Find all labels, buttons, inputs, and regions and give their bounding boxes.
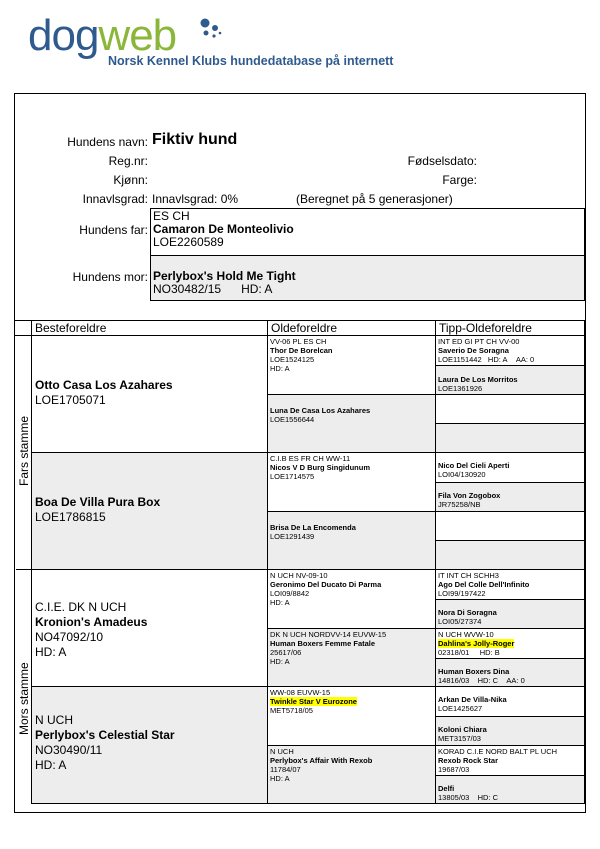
gggp-reg: LOI05/27374 (438, 617, 482, 626)
ggp-titles: N UCH (270, 747, 294, 756)
gp-titles: N UCH (35, 713, 73, 727)
great-great-grandparent-cell[interactable] (436, 717, 585, 746)
header-great-grandparents: Oldeforeldre (268, 320, 436, 336)
gggp-reg: 13805/03 (438, 793, 470, 802)
fars-stamme-label: Fars stamme (17, 415, 31, 486)
gggp-aa: AA: 0 (506, 676, 525, 685)
mother-hd: HD: A (241, 282, 273, 296)
gggp-name: Delfi (438, 784, 455, 793)
great-great-grandparent-cell[interactable] (436, 424, 585, 453)
gp-name: Boa De Villa Pura Box (35, 495, 161, 509)
gp-titles: C.I.E. DK N UCH (35, 600, 127, 614)
gggp-name: Human Boxers Dina (438, 667, 510, 676)
gp-hd: HD: A (35, 645, 67, 659)
grandparent-cell[interactable] (32, 336, 268, 453)
logo-word-web: web (98, 11, 177, 60)
father-titles: ES CH (153, 209, 190, 223)
ggp-name-highlighted: Twinkle Star V Eurozone (270, 697, 357, 706)
gggp-name-highlighted: Dahlina's Jolly-Roger (438, 639, 515, 648)
great-great-grandparent-cell[interactable] (436, 541, 585, 570)
ggp-reg: LOE1524125 (270, 355, 315, 364)
grandparent-cell[interactable] (32, 687, 268, 804)
great-great-grandparent-cell[interactable] (436, 629, 585, 659)
ggp-titles: VV-06 PL ES CH (270, 337, 327, 346)
ggp-reg: LOE1291439 (270, 532, 315, 541)
ggp-titles: DK N UCH NORDVV-14 EUVW-15 (270, 630, 387, 639)
gggp-hd: HD: B (479, 648, 500, 657)
ggp-name: Geronimo Del Ducato Di Parma (270, 580, 382, 589)
great-grandparent-cell[interactable] (268, 512, 436, 570)
gp-name: Otto Casa Los Azahares (35, 378, 173, 392)
gggp-name: Arkan De Villa-Nika (438, 695, 507, 704)
mors-stamme-column (16, 570, 32, 804)
gggp-hd: HD: C (477, 676, 499, 685)
great-grandparent-cell[interactable] (268, 395, 436, 453)
header-grandparents: Besteforeldre (32, 320, 268, 336)
gggp-name: Koloni Chiara (438, 725, 487, 734)
gggp-name: Saverio De Soragna (438, 346, 509, 355)
gggp-reg: LOI04/130920 (438, 470, 486, 479)
gggp-reg: 14816/03 (438, 676, 470, 685)
great-grandparent-cell[interactable] (268, 746, 436, 804)
gggp-name: Nico Del Cieli Aperti (438, 461, 510, 470)
great-great-grandparent-cell[interactable] (436, 453, 585, 483)
gggp-name: Nora Di Soragna (438, 608, 497, 617)
great-great-grandparent-cell[interactable] (436, 483, 585, 512)
gggp-titles: INT ED GI PT CH VV-00 (438, 337, 520, 346)
great-great-grandparent-cell[interactable] (436, 687, 585, 717)
gggp-hd: HD: A (487, 355, 508, 364)
gggp-reg: LOE1151442 (438, 355, 482, 364)
gggp-reg: 02318/01 (438, 648, 470, 657)
mother-name: Perlybox's Hold Me Tight (153, 269, 296, 283)
gggp-hd: HD: C (477, 793, 499, 802)
great-great-grandparent-cell[interactable] (436, 395, 585, 424)
inbreeding-value: Innavlsgrad: 0% (152, 192, 239, 206)
gggp-titles: N UCH WVW-10 (438, 630, 494, 639)
great-great-grandparent-cell[interactable] (436, 570, 585, 600)
gggp-name: Ago Del Colle Dell'Infinito (438, 580, 530, 589)
gggp-reg: JR75258/NB (438, 500, 481, 509)
great-grandparent-cell[interactable] (268, 629, 436, 687)
ggp-name: Perlybox's Affair With Rexob (270, 756, 373, 765)
gggp-name: Rexob Rock Star (438, 756, 499, 765)
inbreeding-note: (Beregnet på 5 generasjoner) (296, 192, 453, 206)
gp-name: Perlybox's Celestial Star (35, 728, 175, 742)
ggp-name: Luna De Casa Los Azahares (270, 406, 371, 415)
gggp-titles: KORAD C.I.E NORD BALT PL UCH (438, 747, 558, 756)
ggp-reg: LOE1714575 (270, 472, 315, 481)
name-label: Hundens navn: (67, 135, 148, 149)
birthdate-label: Fødselsdato: (407, 154, 477, 168)
inbreeding-label: Innavlsgrad: (82, 192, 148, 206)
gggp-reg: LOE1425627 (438, 704, 483, 713)
gp-hd: HD: A (35, 758, 67, 772)
logo-dots-icon (198, 18, 224, 44)
gggp-reg: MET3157/03 (438, 734, 481, 743)
regnr-label: Reg.nr: (108, 154, 148, 168)
great-grandparent-cell[interactable] (268, 453, 436, 512)
gp-name: Kronion's Amadeus (35, 615, 148, 629)
great-great-grandparent-cell[interactable] (436, 600, 585, 629)
gggp-name: Laura De Los Morritos (438, 375, 518, 384)
ggp-hd: HD: A (270, 657, 290, 666)
mother-label: Hundens mor: (72, 270, 148, 284)
logo-wordmark (28, 11, 177, 60)
ggp-titles: N UCH NV-09-10 (270, 571, 328, 580)
header-great-great-grandparents: Tipp-Oldeforeldre (436, 320, 585, 336)
grandparent-cell[interactable] (32, 570, 268, 687)
great-great-grandparent-cell[interactable] (436, 746, 585, 776)
great-great-grandparent-cell[interactable] (436, 336, 585, 366)
gggp-reg: LOE1361926 (438, 384, 483, 393)
ggp-titles: WW-08 EUVW-15 (270, 688, 331, 697)
logo-subtitle: Norsk Kennel Klubs hundedatabase på internett (108, 54, 394, 68)
ggp-hd: HD: A (270, 598, 290, 607)
father-box[interactable] (150, 208, 585, 256)
great-great-grandparent-cell[interactable] (436, 659, 585, 687)
great-great-grandparent-cell[interactable] (436, 776, 585, 804)
ggp-reg: 11784/07 (270, 765, 301, 774)
logo-word-dog: dog (28, 11, 99, 60)
great-great-grandparent-cell[interactable] (436, 512, 585, 541)
gggp-name: Fila Von Zogobox (438, 491, 501, 500)
father-name: Camaron De Monteolivio (153, 222, 294, 236)
dog-name: Fiktiv hund (152, 131, 238, 148)
ggp-name: Brisa De La Encomenda (270, 523, 356, 532)
ggp-reg: 25617/06 (270, 648, 302, 657)
sex-label: Kjønn: (113, 173, 148, 187)
ggp-name: Thor De Borelcan (270, 346, 333, 355)
great-grandparent-cell[interactable] (268, 570, 436, 629)
great-grandparent-cell[interactable] (268, 687, 436, 746)
ggp-name: Human Boxers Femme Fatale (270, 639, 376, 648)
great-great-grandparent-cell[interactable] (436, 366, 585, 395)
gp-reg: LOE1705071 (35, 393, 106, 407)
ggp-name: Nicos V D Burg Singidunum (270, 463, 371, 472)
great-grandparent-cell[interactable] (268, 336, 436, 395)
dogweb-logo (28, 11, 394, 68)
grandparent-cell[interactable] (32, 453, 268, 570)
mother-reg: NO30482/15 (153, 282, 222, 296)
color-label: Farge: (442, 173, 477, 187)
father-label: Hundens far: (79, 223, 148, 237)
gggp-reg: LOI99/197422 (438, 589, 486, 598)
father-reg: LOE2260589 (153, 235, 224, 249)
mother-box[interactable] (150, 255, 585, 301)
ggp-titles: C.I.B ES FR CH WW-11 (270, 454, 351, 463)
gp-reg: LOE1786815 (35, 510, 106, 524)
mors-stamme-label: Mors stamme (17, 662, 31, 735)
gp-reg: NO47092/10 (35, 630, 104, 644)
ggp-reg: MET5718/05 (270, 706, 313, 715)
gggp-aa: AA: 0 (515, 355, 535, 364)
ggp-hd: HD: A (270, 774, 290, 783)
header-spacer (15, 320, 32, 336)
ggp-reg: LOE1556644 (270, 415, 315, 424)
ggp-reg: LOI09/8842 (270, 589, 310, 598)
gggp-titles: IT INT CH SCHH3 (438, 571, 499, 580)
ggp-hd: HD: A (270, 364, 290, 373)
gp-reg: NO30490/11 (35, 743, 103, 757)
gggp-reg: 19687/03 (438, 765, 470, 774)
fars-stamme-column (16, 336, 32, 570)
